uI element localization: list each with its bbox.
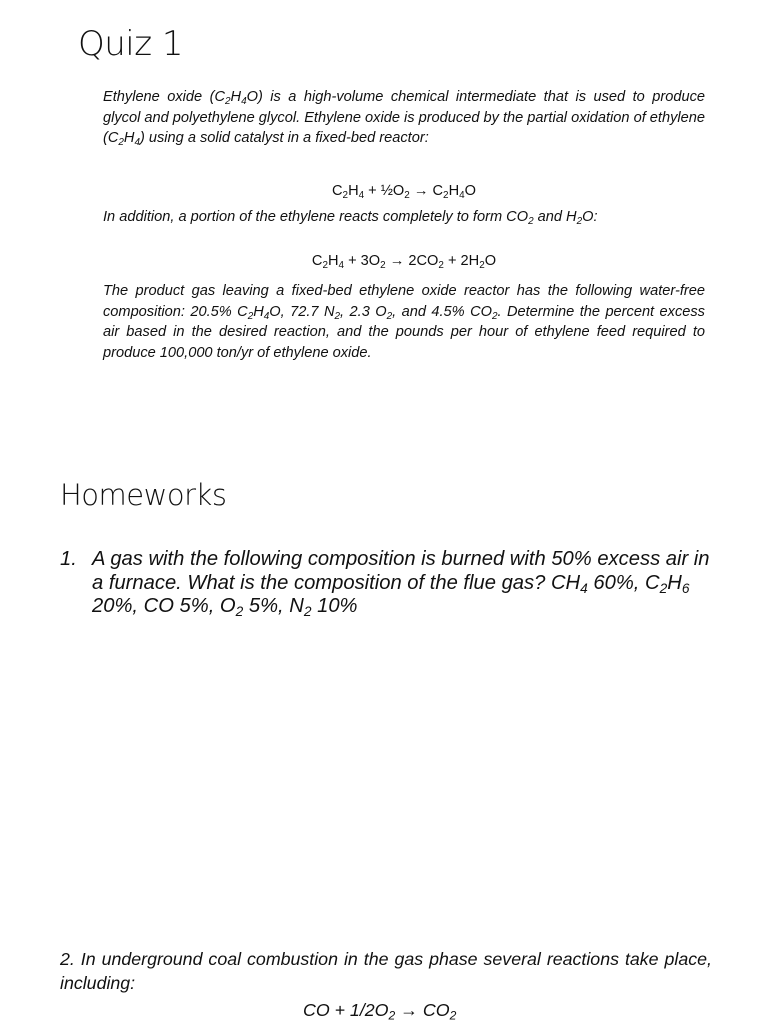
equation-complete-combustion: $C_2H_4 + 3O_2 \to 2CO_2 + 2H_2O$ (311, 253, 497, 271)
quiz-addition-sentence: In addition, a portion of the ethylene reacts completely to form $CO_2$ and $H_2O$: (103, 209, 598, 227)
equation-co-oxidation: CO + $1/2O_2 \to CO_2$ (303, 1000, 457, 1023)
homework-item-2-text: 2. In underground coal combustion in the gas phase several reactions take place, including: (60, 949, 712, 993)
equation-partial-oxidation: $C_2H_4$ + $\frac{1}{2}O_2 \to C_2H_4O$ (332, 183, 476, 201)
quiz-product-paragraph: The product gas leaving a fixed-bed ethylene oxide reactor has the following water-free composition: 20.5% $C_2H_4O$, 72.7 $N_2$, 2.3 $O_2$, and 4.5% $CO_2$. Determine the percent excess air based in the desired reaction, and the pounds per hour of ethylene feed required to produce 100,000 ton/yr of ethylene oxide. (103, 283, 705, 361)
homework-item-1 (60, 548, 720, 619)
homeworks-title: Homeworks (60, 478, 227, 512)
homework-item-1-number: 1. (60, 548, 77, 570)
quiz-title: Quiz 1 (78, 24, 184, 64)
homework-item-1-text: A gas with the following composition is burned with 50% excess air in a furnace. What is the composition of the flue gas? $CH_4$ 60%, $C_2H_6$ 20%, CO 5%, $O_2$ 5%, $N_2$ 10% (92, 548, 710, 619)
quiz-intro-paragraph: Ethylene oxide $(C_2H_4O)$ is a high-volume chemical intermediate that is used to produce glycol and polyethylene glycol. Ethylene oxide is produced by the partial oxidation of ethylene $(C_2H_4)$ using a solid catalyst in a fixed-bed reactor: (103, 89, 705, 148)
